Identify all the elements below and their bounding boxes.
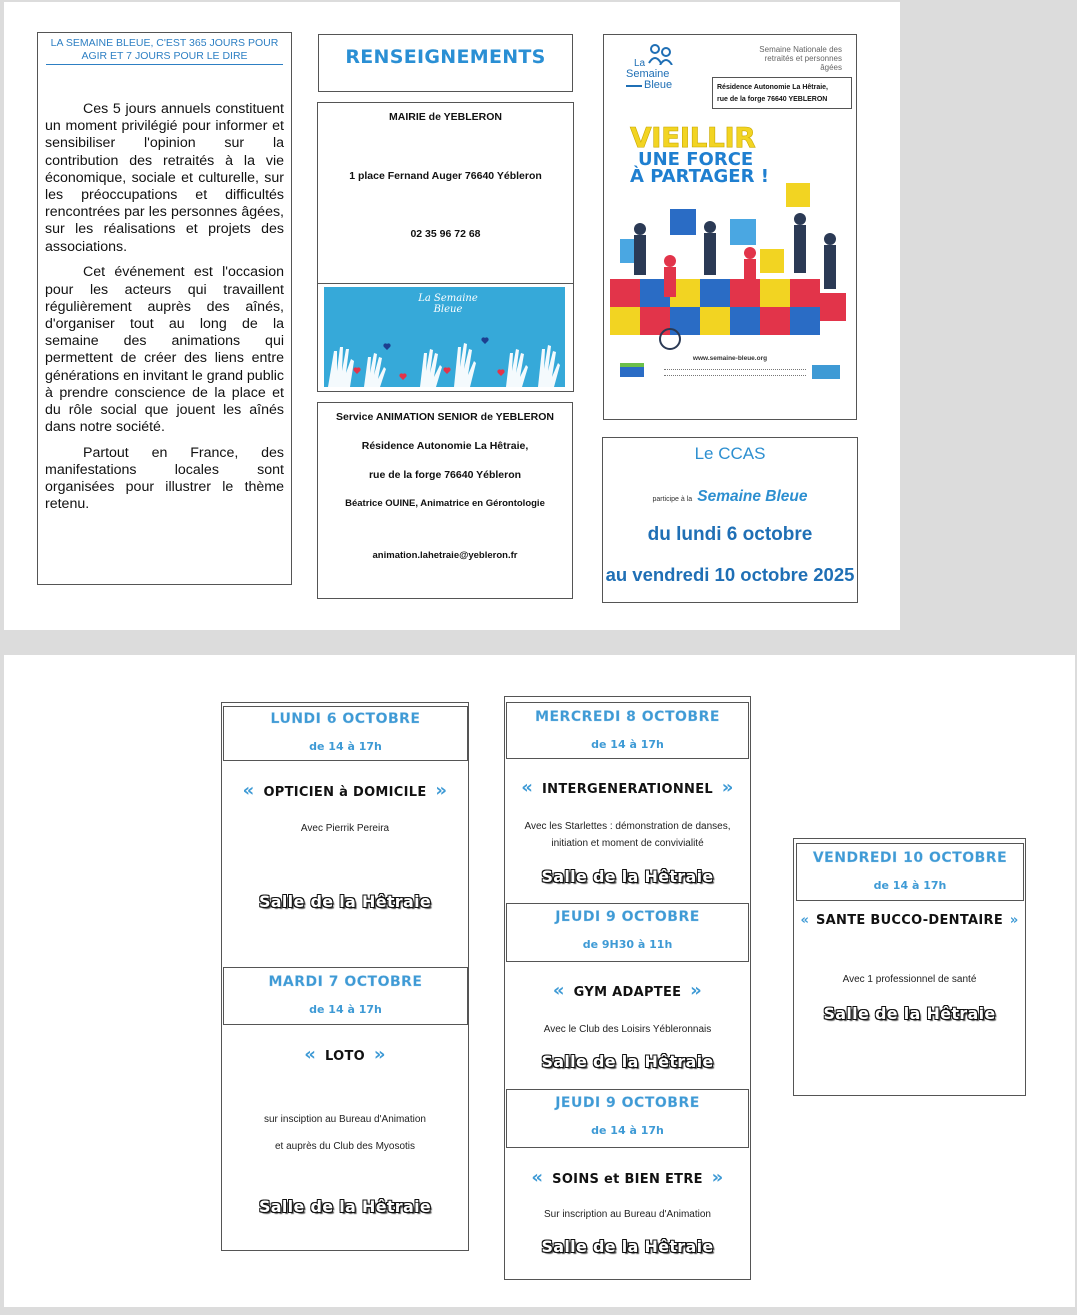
vendredi-activity-row — [794, 913, 1025, 928]
service-email: animation.lahetraie@yebleron.fr — [372, 550, 518, 561]
mardi-activity-row — [222, 1044, 468, 1065]
intro-paragraph: Cet événement est l'occasion pour les acteurs qui travaillent régulièrement auprès des aînés, d'organiser tout au long de la semaine des animations qui permettent de créer des liens entre générations en invitant le grand public à prendre conscience de la place et du rôle social que jouent les aînés dans notre société. — [45, 264, 284, 436]
renseignements-title: RENSEIGNEMENTS — [345, 46, 546, 68]
left-guillemet-icon: « — [304, 1044, 317, 1065]
service-contact: Béatrice OUINE, Animatrice en Gérontologie — [345, 498, 545, 509]
jeudi-aprem-header — [506, 1089, 749, 1148]
jeudi-matin-place: Salle de la Hêtraie — [541, 1052, 714, 1071]
mardi-hours: de 14 à 17h — [309, 1003, 382, 1016]
poster-website: www.semaine-bleue.org — [692, 355, 768, 362]
mercredi-desc-2: initiation et moment de convivialité — [551, 838, 704, 849]
puzzle-people-illustration — [610, 166, 850, 354]
mardi-day: MARDI 7 OCTOBRE — [268, 974, 423, 990]
right-guillemet-icon: » — [690, 980, 703, 1001]
mercredi-day: MERCREDI 8 OCTOBRE — [535, 709, 720, 725]
lundi-hours: de 14 à 17h — [309, 740, 382, 753]
poster-footer-logo-right — [812, 365, 840, 379]
jeudi-matin-day: JEUDI 9 OCTOBRE — [555, 909, 700, 925]
jeudi-matin-header — [506, 903, 749, 962]
ccas-date-to: au vendredi 10 octobre 2025 — [605, 564, 855, 585]
jeudi-aprem-day: JEUDI 9 OCTOBRE — [555, 1095, 700, 1111]
logo-semaine: Semaine — [626, 68, 670, 80]
intro-panel — [37, 32, 292, 585]
jeudi-aprem-place: Salle de la Hêtraie — [541, 1237, 714, 1256]
poster-title-line3: À PARTAGER ! — [630, 166, 769, 187]
poster-residence-line1: Résidence Autonomie La Hêtraie, — [717, 84, 828, 91]
left-guillemet-icon: « — [552, 980, 565, 1001]
jeudi-matin-hours: de 9H30 à 11h — [582, 938, 673, 951]
national-label: Semaine Nationale des retraités et personnes âgées — [759, 45, 842, 72]
jeudi-matin-activity-row — [505, 980, 750, 1001]
mairie-address: 1 place Fernand Auger 76640 Yébleron — [349, 170, 542, 182]
mardi-desc-2: et auprès du Club des Myosotis — [274, 1141, 416, 1152]
poster-residence-line2: rue de la forge 76640 YEBLERON — [717, 96, 828, 103]
jeudi-aprem-activity: SOINS et BIEN ETRE — [552, 1172, 703, 1187]
vendredi-desc: Avec 1 professionnel de santé — [842, 974, 977, 985]
jeudi-aprem-desc: Sur inscription au Bureau d'Animation — [543, 1209, 711, 1220]
ccas-participe-name: Semaine Bleue — [697, 488, 808, 505]
mercredi-hours: de 14 à 17h — [591, 738, 664, 751]
poster-title-vieillir: VIEILLIR — [630, 121, 756, 154]
right-guillemet-icon: » — [711, 1167, 724, 1188]
intro-paragraph: Ces 5 jours annuels constituent un moment privilégié pour informer et sensibiliser l'opinion sur la contribution des retraités à la vie économique, sociale et culturelle, sur les préoccupations et difficultés rencontrées par les personnes âgées, sur les réalisations et projets des associations. — [45, 101, 284, 255]
poster-residence-box — [712, 77, 852, 109]
right-guillemet-icon: » — [373, 1044, 386, 1065]
service-animation-panel — [317, 402, 573, 599]
poster-footer-logo-left — [620, 363, 644, 377]
raised-hands-illustration — [324, 287, 564, 387]
ccas-title: Le CCAS — [694, 444, 766, 463]
mercredi-header — [506, 702, 749, 759]
semaine-bleue-banner — [324, 287, 565, 387]
logo-bleue: Bleue — [644, 79, 673, 91]
lundi-day: LUNDI 6 OCTOBRE — [270, 711, 421, 727]
lundi-place: Salle de la Hêtraie — [258, 892, 432, 911]
mardi-desc-1: sur insciption au Bureau d'Animation — [263, 1114, 426, 1125]
mercredi-activity: INTERGENERATIONNEL — [542, 782, 713, 797]
logo-la: La — [634, 58, 646, 69]
right-guillemet-icon: » — [721, 777, 734, 798]
lundi-activity: OPTICIEN à DOMICILE — [263, 785, 427, 800]
mairie-panel — [317, 102, 574, 392]
column-mercredi-jeudi — [504, 696, 751, 1280]
ccas-date-from: du lundi 6 octobre — [647, 524, 813, 545]
mercredi-activity-row — [505, 777, 750, 798]
right-guillemet-icon: » — [1009, 913, 1019, 928]
service-street: rue de la forge 76640 Yébleron — [368, 469, 522, 481]
service-name: Service ANIMATION SENIOR de YEBLERON — [335, 411, 555, 423]
ccas-participe — [603, 486, 857, 506]
left-guillemet-icon: « — [531, 1167, 544, 1188]
mardi-header — [223, 967, 468, 1025]
ccas-panel — [602, 437, 858, 603]
intro-title: LA SEMAINE BLEUE, C'EST 365 JOURS POUR AGIR ET 7 JOURS POUR LE DIRE — [46, 37, 283, 65]
mairie-name: MAIRIE de YEBLERON — [389, 111, 502, 123]
lundi-desc: Avec Pierrik Pereira — [300, 823, 390, 834]
left-guillemet-icon: « — [800, 913, 810, 928]
mairie-phone: 02 35 96 72 68 — [410, 228, 481, 240]
mardi-activity: LOTO — [325, 1049, 365, 1064]
poster-panel — [603, 34, 857, 420]
page-two — [4, 655, 1075, 1307]
mercredi-place: Salle de la Hêtraie — [541, 867, 714, 886]
vendredi-header — [796, 843, 1024, 901]
lundi-activity-row — [222, 780, 468, 801]
lundi-header — [223, 706, 468, 761]
banner-logo: La Semaine Bleue — [418, 293, 478, 315]
service-residence: Résidence Autonomie La Hêtraie, — [361, 440, 529, 452]
jeudi-matin-activity: GYM ADAPTEE — [573, 985, 682, 1000]
right-guillemet-icon: » — [435, 780, 448, 801]
jeudi-matin-desc: Avec le Club des Loisirs Yébleronnais — [543, 1024, 712, 1035]
vendredi-day: VENDREDI 10 OCTOBRE — [812, 850, 1008, 866]
intro-body — [45, 101, 284, 522]
page-one — [4, 2, 900, 630]
vendredi-place: Salle de la Hêtraie — [823, 1004, 996, 1023]
vendredi-activity: SANTE BUCCO-DENTAIRE — [815, 913, 1003, 928]
mardi-place: Salle de la Hêtraie — [258, 1197, 432, 1216]
jeudi-aprem-hours: de 14 à 17h — [591, 1124, 664, 1137]
ccas-participe-prefix: participe à la — [652, 496, 693, 503]
mercredi-desc-1: Avec les Starlettes : démonstration de danses, — [524, 821, 731, 832]
column-lundi-mardi — [221, 702, 469, 1251]
jeudi-aprem-activity-row — [505, 1167, 750, 1188]
poster-title-line2: UNE FORCE — [638, 149, 754, 170]
semaine-bleue-logo-icon — [646, 43, 676, 65]
intro-paragraph: Partout en France, des manifestations locales sont organisées pour illustrer le thème retenu. — [45, 444, 284, 513]
column-vendredi — [793, 838, 1026, 1096]
renseignements-header — [318, 34, 573, 92]
vendredi-hours: de 14 à 17h — [873, 879, 947, 892]
left-guillemet-icon: « — [242, 780, 255, 801]
left-guillemet-icon: « — [521, 777, 534, 798]
